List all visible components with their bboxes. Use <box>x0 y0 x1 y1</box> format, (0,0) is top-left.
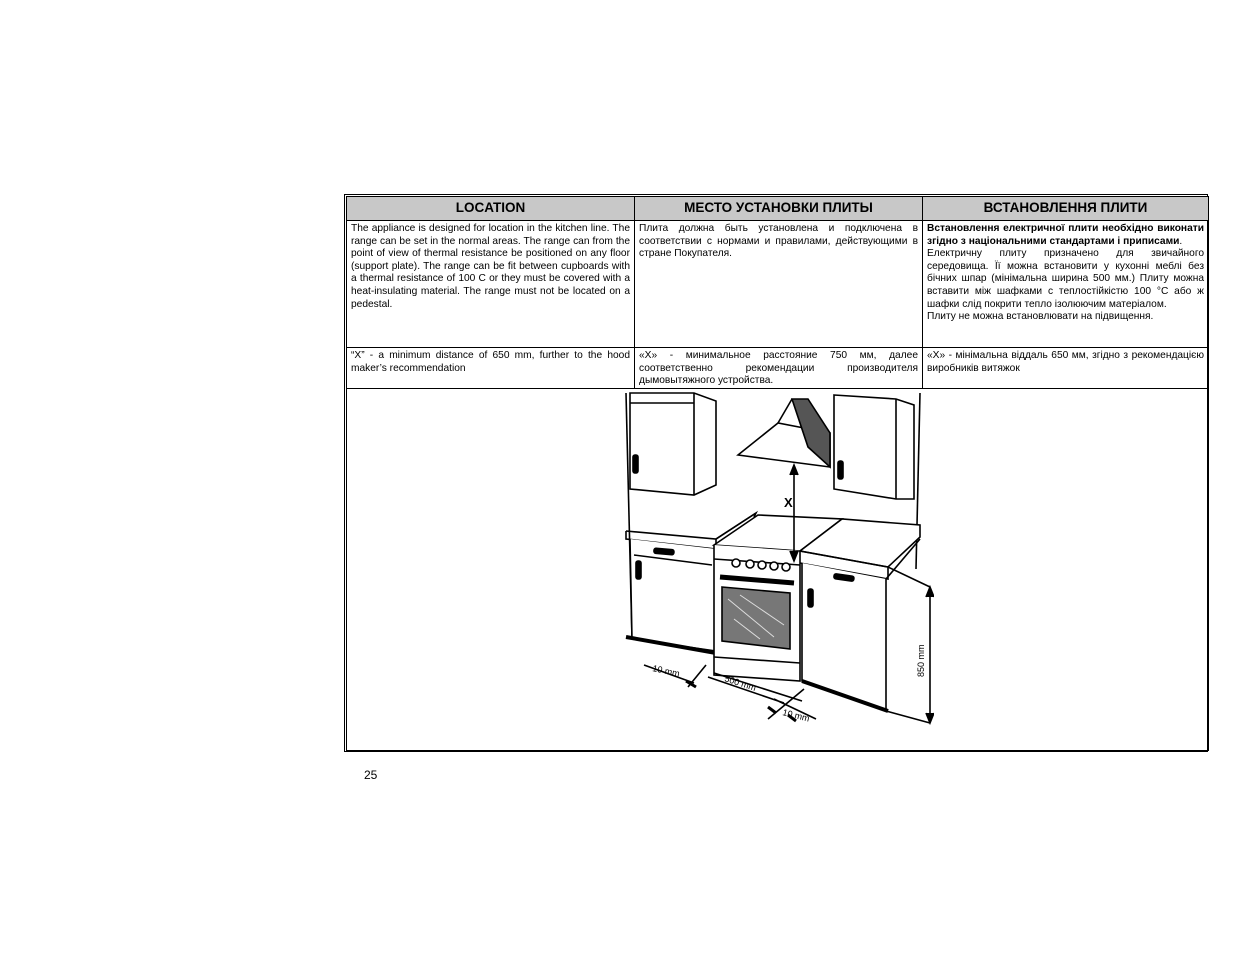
figure-label-width: 500 mm <box>723 673 758 693</box>
location-text-uk-body: Електричну плиту призначено для звичайного середовища. Її можна встановити у кухонні меблі без бічних шпар (мінімальна ширина 500 мм.) Плиту можна вставити між шафками с теплостійкістю 100 °С або ж шафки слід покрити тепло ізолюючим матеріалом. <box>927 248 1204 310</box>
location-text-uk <box>922 220 1209 348</box>
location-text-en: The appliance is designed for location in the kitchen line. The range can be set in the normal areas. The range can from the point of view of thermal resistance be positioned on any floor (support plate). The range can be fit between cupboards with a thermal resistance of 100 C or they must be covered with a heat-insulating material. The range must not be located on a pedestal. <box>346 220 635 348</box>
header-location-ru: МЕСТО УСТАНОВКИ ПЛИТЫ <box>634 196 923 221</box>
location-text-uk-bold: Встановлення електричної плити необхідно виконати згідно з національними стандартами і приписами <box>927 223 1204 247</box>
location-text-uk-last: Плиту не можна встановлювати на підвищення. <box>927 311 1154 323</box>
figure-label-height: 850 mm <box>916 644 926 677</box>
distance-text-ru: «Х» - минимальное расстояние 750 мм, далее соответственно рекомендации производителя дымовытяжного устройства. <box>634 347 923 389</box>
location-text-uk-bold-end: . <box>1179 235 1183 247</box>
installation-table <box>344 194 1208 752</box>
figure-label-gap-left: 10 mm <box>651 663 681 679</box>
kitchen-installation-figure <box>346 388 1209 751</box>
distance-text-en: “X” - a minimum distance of 650 mm, further to the hood maker’s recommendation <box>346 347 635 389</box>
page-number: 25 <box>364 768 378 782</box>
figure-label-x: X <box>784 495 793 510</box>
kitchen-diagram-illustration <box>624 389 934 751</box>
distance-text-uk: «Х» - мінімальна віддаль 650 мм, згідно з рекомендацією виробників витяжок <box>922 347 1209 389</box>
header-location-en: LOCATION <box>346 196 635 221</box>
header-location-uk: ВСТАНОВЛЕННЯ ПЛИТИ <box>922 196 1209 221</box>
location-text-ru: Плита должна быть установлена и подключена в соответствии с нормами и правилами, действующими в стране Покупателя. <box>634 220 923 348</box>
figure-label-gap-right: 10 mm <box>781 707 811 724</box>
